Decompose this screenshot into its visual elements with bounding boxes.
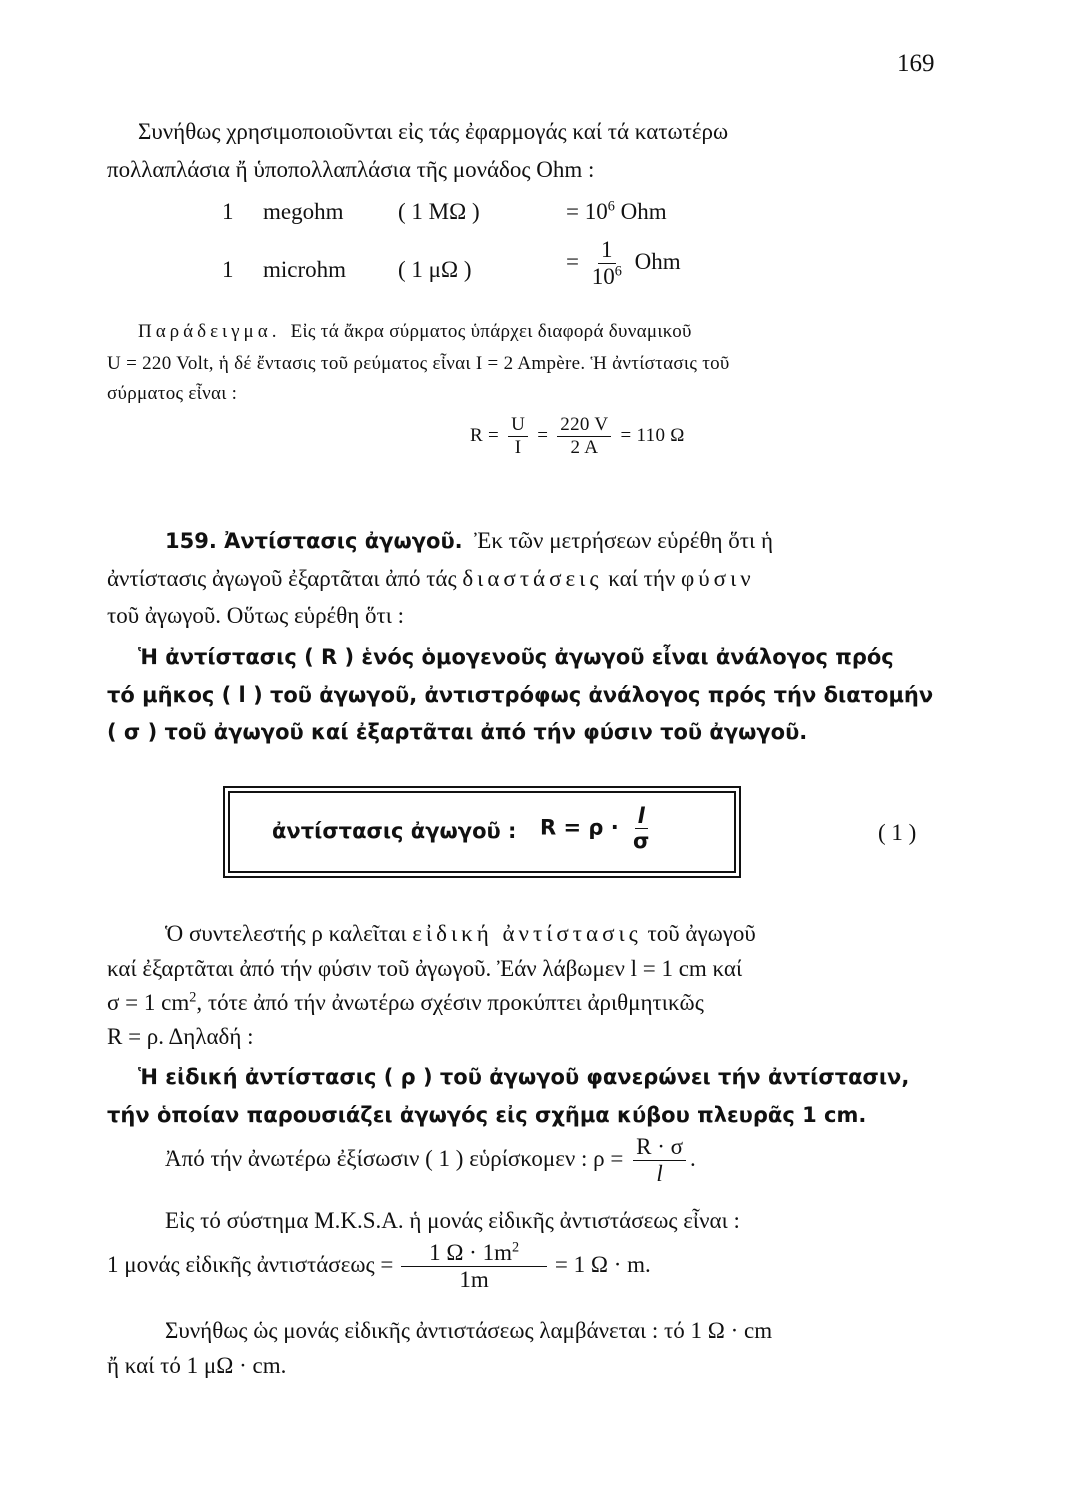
law-line-1: Ἡ ἀντίστασις ( R ) ἑνός ὁμογενοῦς ἀγωγοῦ εἶναι ἀνάλογος πρός: [138, 645, 894, 669]
unit-name: microhm: [263, 257, 347, 282]
closing-line-2: ἤ καί τό 1 μΩ · cm.: [107, 1353, 287, 1378]
example-line-1: Παράδειγμα. Εἰς τά ἄκρα σύρματος ὑπάρχει διαφορά δυναμικοῦ: [138, 321, 692, 342]
closing-line-1: Συνήθως ὡς μονάς εἰδικῆς ἀντιστάσεως λαμβάνεται : τό 1 Ω · cm: [165, 1318, 773, 1343]
formula-label: ἀντίστασις ἀγωγοῦ :: [272, 819, 517, 843]
unit-value: = $10^6$ Ohm: [566, 198, 667, 224]
section-heading: 159. Ἀντίστασις ἀγωγοῦ.: [165, 529, 463, 553]
page-number: 169: [897, 50, 935, 77]
intro-line-2: πολλαπλάσια ἤ ὑποπολλαπλάσια τῆς μονάδος Ohm :: [107, 157, 595, 182]
unit-symbol: ( 1 μΩ ): [398, 257, 472, 282]
section-line-1: 159. Ἀντίστασις ἀγωγοῦ. Ἐκ τῶν μετρήσεων εὑρέθη ὅτι ἡ: [165, 528, 773, 553]
coefficient-line-1: Ὁ συντελεστής ρ καλεῖται εἰδική ἀντίστασις τοῦ ἀγωγοῦ: [165, 921, 756, 946]
coefficient-line-3: σ = 1 $cm^2$, τότε ἀπό τήν ἀνωτέρω σχέσιν προκύπτει ἀριθμητικῶς: [107, 989, 704, 1015]
mksa-line: Εἰς τό σύστημα M.K.S.A. ἡ μονάς εἰδικῆς ἀντιστάσεως εἶναι :: [165, 1208, 740, 1233]
derivation-line: Ἀπό τήν ἀνωτέρω ἐξίσωσιν ( 1 ) εὑρίσκομεν : ρ = $\frac{R \cdot \sigma}{l}$ .: [165, 1134, 696, 1187]
intro-line-1: Συνήθως χρησιμοποιοῦνται εἰς τάς ἐφαρμογάς καί τά κατωτέρω: [138, 119, 729, 144]
section-line-2: ἀντίστασις ἀγωγοῦ ἐξαρτᾶται ἀπό τάς διαστάσεις καί τήν φύσιν: [107, 566, 755, 591]
unit-value: = $\frac{1}{10^6}$ Ohm: [566, 237, 681, 290]
example-line-2: U = 220 Volt, ἡ δέ ἔντασις τοῦ ρεύματος εἶναι I = 2 Ampère. Ἡ ἀντίστασις τοῦ: [107, 353, 730, 374]
unit-symbol: ( 1 MΩ ): [398, 199, 480, 224]
coefficient-line-2: καί ἐξαρτᾶται ἀπό τήν φύσιν τοῦ ἀγωγοῦ. Ἐάν λάβωμεν l = 1 cm καί: [107, 956, 743, 981]
law-line-3: ( σ ) τοῦ ἀγωγοῦ καί ἐξαρτᾶται ἀπό τήν φύσιν τοῦ ἀγωγοῦ.: [107, 720, 808, 744]
example-line-3: σύρματος εἶναι :: [107, 383, 238, 404]
example-formula: R = $\frac{U}{I}$ = $\frac{220 V}{2 A}$ = 110 Ω: [470, 414, 685, 458]
definition-line-1: Ἡ εἰδική ἀντίστασις ( ρ ) τοῦ ἀγωγοῦ φανερώνει τήν ἀντίστασιν,: [138, 1065, 910, 1089]
formula-expression: R = ρ · $\frac{l}{\sigma}$: [540, 804, 650, 854]
law-line-2: τό μῆκος ( l ) τοῦ ἀγωγοῦ, ἀντιστρόφως ἀνάλογος πρός τήν διατομήν: [107, 683, 934, 707]
formula-box: [228, 791, 736, 873]
mksa-formula: 1 μονάς εἰδικῆς ἀντιστάσεως = $\frac{1 \Omega \cdot 1m^2}{1m}$ = 1 Ω · m.: [107, 1239, 651, 1293]
example-label: Παράδειγμα.: [138, 321, 281, 342]
unit-count: 1: [222, 199, 234, 224]
unit-count: 1: [222, 257, 234, 282]
definition-line-2: τήν ὁποίαν παρουσιάζει ἀγωγός εἰς σχῆμα κύβου πλευρᾶς 1 cm.: [107, 1103, 867, 1127]
coefficient-line-4: R = ρ. Δηλαδή :: [107, 1024, 254, 1049]
section-line-3: τοῦ ἀγωγοῦ. Οὕτως εὑρέθη ὅτι :: [107, 603, 405, 628]
equation-number: ( 1 ): [878, 820, 917, 845]
unit-name: megohm: [263, 199, 344, 224]
